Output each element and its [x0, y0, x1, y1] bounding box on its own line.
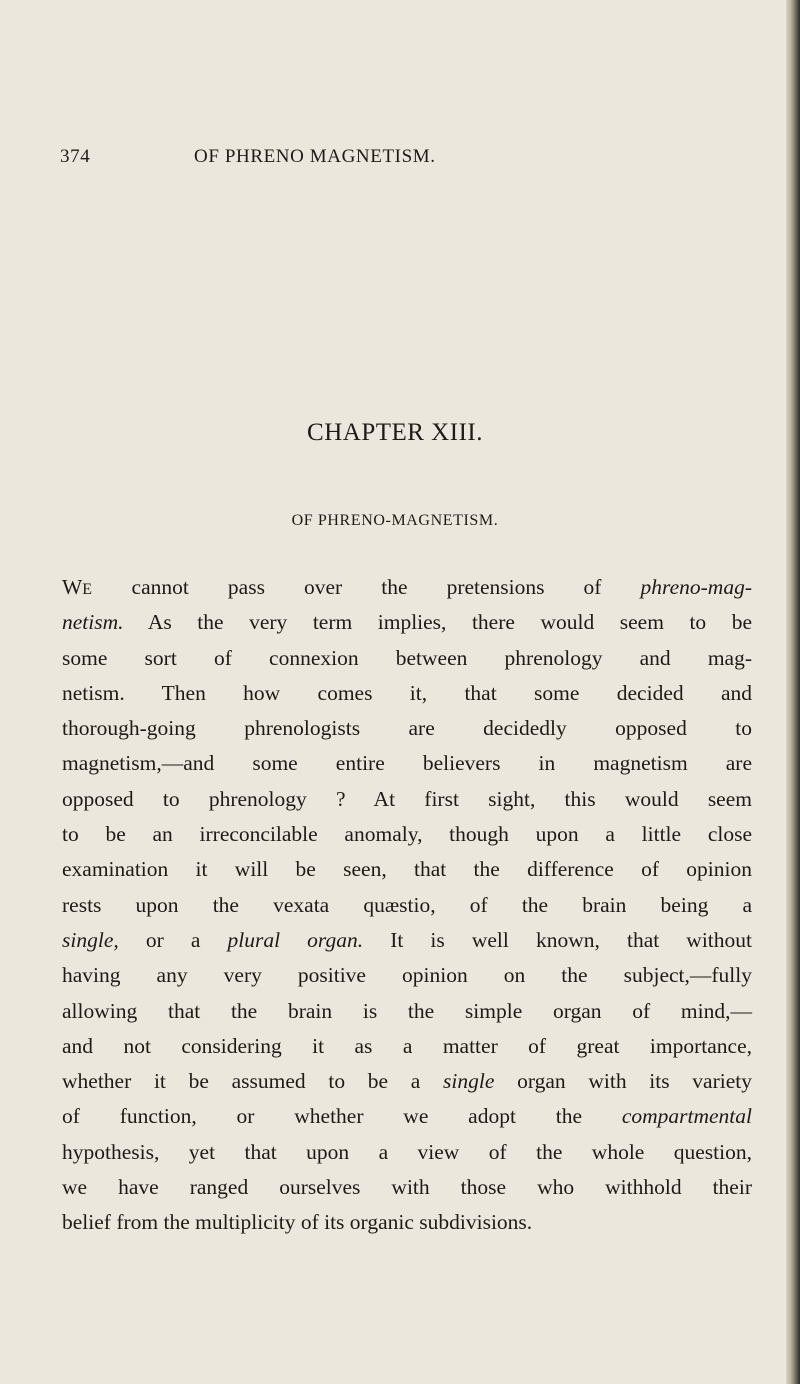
text-segment: magnetism,—and some entire believers in magnetism are: [62, 751, 752, 776]
italic-text: phreno-mag-: [640, 575, 752, 599]
text-segment: or a: [118, 927, 228, 952]
text-line: [62, 641, 752, 676]
book-spine-edge: [786, 0, 800, 1384]
text-segment: belief from the multiplicity of its organic subdivisions.: [62, 1210, 533, 1235]
text-line: [62, 782, 752, 817]
text-line: [62, 888, 752, 923]
running-head: [60, 146, 780, 170]
chapter-subtitle: OF PHRENO-MAGNETISM.: [291, 512, 499, 529]
text-segment: hypothesis, yet that upon a view of the whole question,: [62, 1139, 752, 1164]
text-segment: examination it will be seen, that the difference of opinion: [62, 857, 752, 882]
text-line: [62, 605, 752, 640]
text-line: [62, 817, 752, 852]
body-paragraph: [62, 570, 752, 1241]
text-line: [62, 852, 752, 887]
text-segment: and not considering it as a matter of great importance,: [62, 1033, 752, 1058]
text-line: [62, 1064, 752, 1099]
text-segment: It is well known, that without: [363, 927, 753, 952]
text-line: [62, 746, 752, 781]
text-line: [62, 676, 752, 711]
page-number: 374: [60, 146, 91, 167]
text-line: [62, 1170, 752, 1205]
text-line: [62, 923, 752, 958]
text-segment: having any very positive opinion on the subject,—fully: [62, 963, 752, 988]
text-segment: cannot pass over the pretensions of: [92, 575, 641, 599]
text-line: [62, 994, 752, 1029]
text-line: [62, 958, 752, 993]
text-line: [62, 711, 752, 746]
text-segment: E: [82, 581, 93, 598]
text-line: [62, 1205, 752, 1240]
text-segment: thorough-going phrenologists are decidedly opposed to: [62, 716, 752, 741]
italic-text: compartmental: [621, 1104, 752, 1129]
text-segment: netism. Then how comes it, that some decided and: [62, 680, 752, 705]
text-line: [62, 1029, 752, 1064]
italic-text: single,: [62, 927, 119, 952]
text-segment: some sort of connexion between phrenology and mag-: [62, 645, 752, 670]
text-segment: to be an irreconcilable anomaly, though upon a little close: [62, 822, 752, 847]
running-title: OF PHRENO MAGNETISM.: [194, 146, 436, 167]
text-segment: we have ranged ourselves with those who withhold their: [62, 1175, 752, 1200]
chapter-heading: CHAPTER XIII.: [307, 419, 483, 446]
text-segment: whether it be assumed to be a: [62, 1069, 444, 1094]
text-segment: W: [62, 575, 83, 599]
text-segment: organ with its variety: [494, 1069, 753, 1094]
italic-text: plural organ.: [227, 927, 364, 952]
text-line: [62, 570, 752, 605]
text-segment: allowing that the brain is the simple organ of mind,—: [62, 998, 752, 1023]
text-segment: rests upon the vexata quæstio, of the brain being a: [62, 892, 752, 917]
text-segment: of function, or whether we adopt the: [62, 1104, 622, 1129]
text-segment: As the very term implies, there would seem to be: [123, 610, 752, 635]
italic-text: single: [443, 1069, 495, 1094]
text-segment: opposed to phrenology ? At first sight, this would seem: [62, 786, 752, 811]
italic-text: netism.: [62, 610, 124, 635]
text-line: [62, 1099, 752, 1134]
text-line: [62, 1135, 752, 1170]
